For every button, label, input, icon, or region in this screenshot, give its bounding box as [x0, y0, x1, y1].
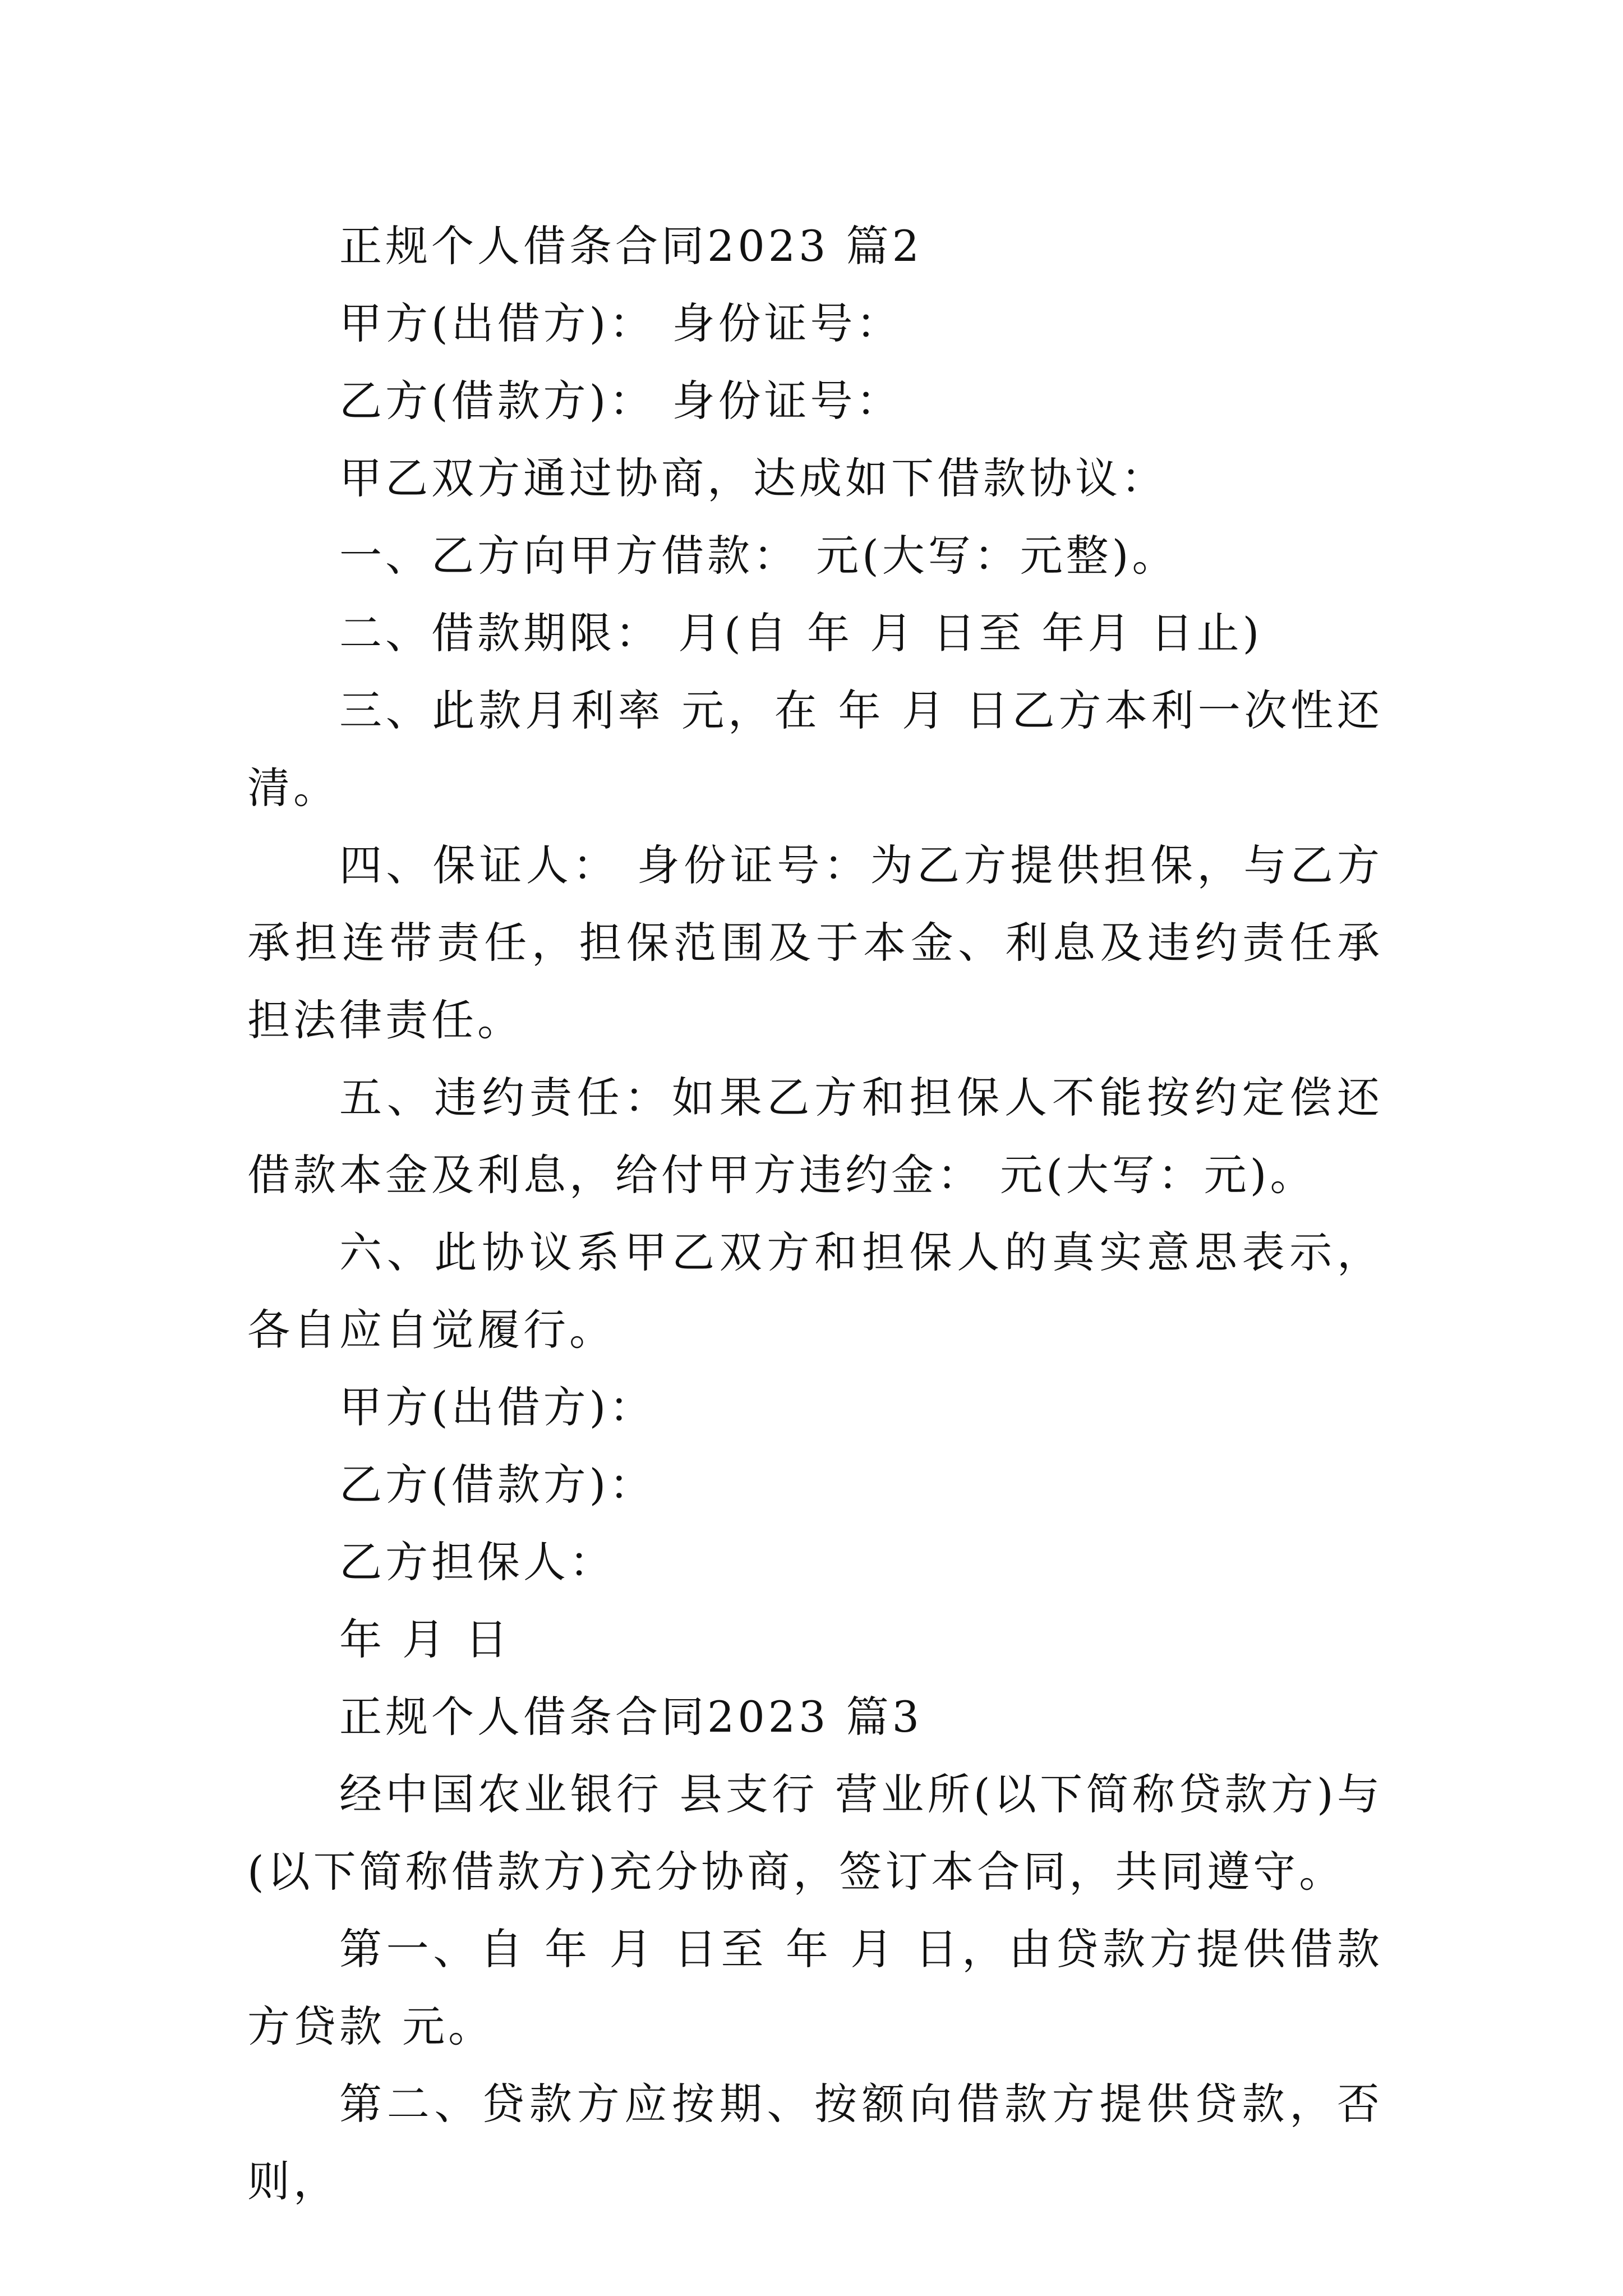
article-2: 第二、贷款方应按期、按额向借款方提供贷款，否则， [247, 2079, 1383, 2206]
article-1: 第一、自 年 月 日至 年 月 日，由贷款方提供借款方贷款 元。 [247, 1924, 1383, 2051]
contract-preamble: 经中国农业银行 县支行 营业所(以下简称贷款方)与(以下简称借款方)充分协商，签订本合同，共同遵守。 [247, 1769, 1383, 1897]
borrower-signature-line: 乙方(借款方)： [339, 1460, 656, 1510]
agreement-intro: 甲乙双方通过协商，达成如下借款协议： [339, 453, 1167, 503]
clause-1: 一、乙方向甲方借款： 元(大写：元整)。 [339, 531, 1178, 581]
date-line: 年 月 日 [339, 1614, 511, 1664]
lender-signature-line: 甲方(出借方)： [339, 1382, 656, 1432]
clause-5: 五、违约责任：如果乙方和担保人不能按约定偿还借款本金及利息，给付甲方违约金： 元(大写：元)。 [247, 1073, 1383, 1200]
section-heading-2: 正规个人借条合同2023 篇2 [339, 221, 923, 271]
lender-id-line: 甲方(出借方)： 身份证号： [339, 298, 902, 348]
clause-4: 四、保证人： 身份证号：为乙方提供担保，与乙方承担连带责任，担保范围及于本金、利息及违约责任承担法律责任。 [247, 840, 1383, 1045]
clause-2: 二、借款期限： 月(自 年 月 日至 年月 日止) [339, 608, 1263, 658]
section-heading-3: 正规个人借条合同2023 篇3 [339, 1692, 923, 1742]
clause-6: 六、此协议系甲乙双方和担保人的真实意思表示，各自应自觉履行。 [247, 1227, 1383, 1355]
document-body [247, 208, 1383, 2220]
borrower-id-line: 乙方(借款方)： 身份证号： [339, 376, 902, 426]
guarantor-signature-line: 乙方担保人： [339, 1537, 615, 1587]
clause-3: 三、此款月利率 元，在 年 月 日乙方本利一次性还清。 [247, 685, 1383, 813]
